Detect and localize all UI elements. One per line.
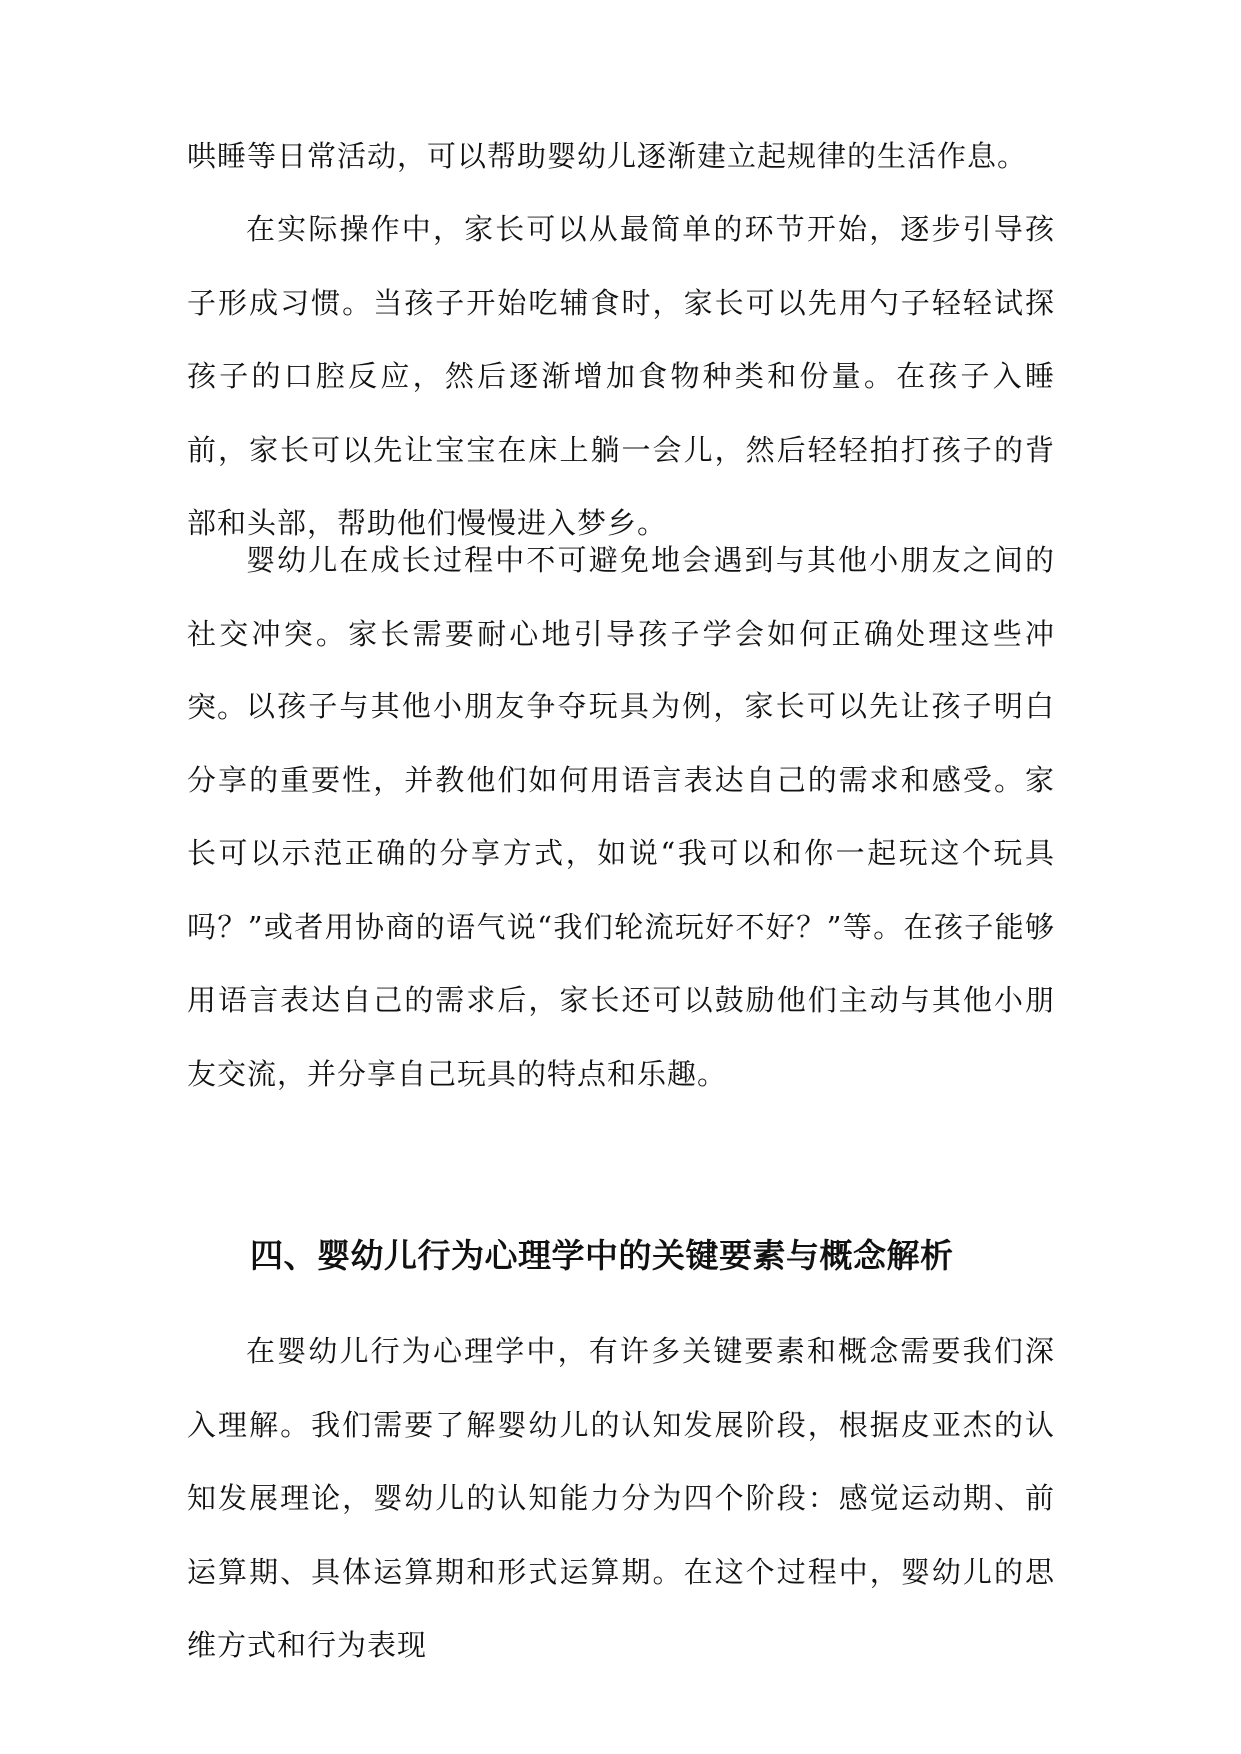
- paragraph-toy-sharing-example: 以孩子与其他小朋友争夺玩具为例，家长可以先让孩子明白分享的重要性，并教他们如何用语言表达自己的需求和感受。家长可以示范正确的分享方式，如说“我可以和你一起玩这个玩具吗？”或者用协商的语气说“我们轮流玩好不好？”等。在孩子能够用语言表达自己的需求后，家长还可以鼓励他们主动与其他小朋友交流，并分享自己玩具的特点和乐趣。: [187, 689, 1055, 1091]
- section-heading: 四、婴幼儿行为心理学中的关键要素与概念解析: [250, 1236, 954, 1275]
- paragraph-key-concepts: 在婴幼儿行为心理学中，有许多关键要素和概念需要我们深入理解。我们需要了解婴幼儿的认知发展阶段，根据皮亚杰的认知发展理论，婴幼儿的认知能力分为四个阶段：感觉运动期、前运算期、具体运算期和形式运算期。在这个过程中，婴幼儿的思维方式和行为表现: [187, 1334, 1055, 1662]
- paragraph-continuation: 哄睡等日常活动，可以帮助婴幼儿逐渐建立起规律的生活作息。: [187, 139, 1028, 173]
- paragraph-practical-operation: 在实际操作中，家长可以从最简单的环节开始，逐步引导孩子形成习惯。当孩子开始吃辅食时，家长可以先用勺子轻轻试探孩子的口腔反应，然后逐渐增加食物种类和份量。在孩子入睡前，家长可以先让宝宝在床上躺一会儿，然后轻轻拍打孩子的背部和头部，帮助他们慢慢进入梦乡。: [187, 212, 1055, 540]
- paragraph-social-conflict: 婴幼儿在成长过程中不可避免地会遇到与其他小朋友之间的社交冲突。家长需要耐心地引导孩子学会如何正确处理这些冲突。: [187, 543, 1055, 724]
